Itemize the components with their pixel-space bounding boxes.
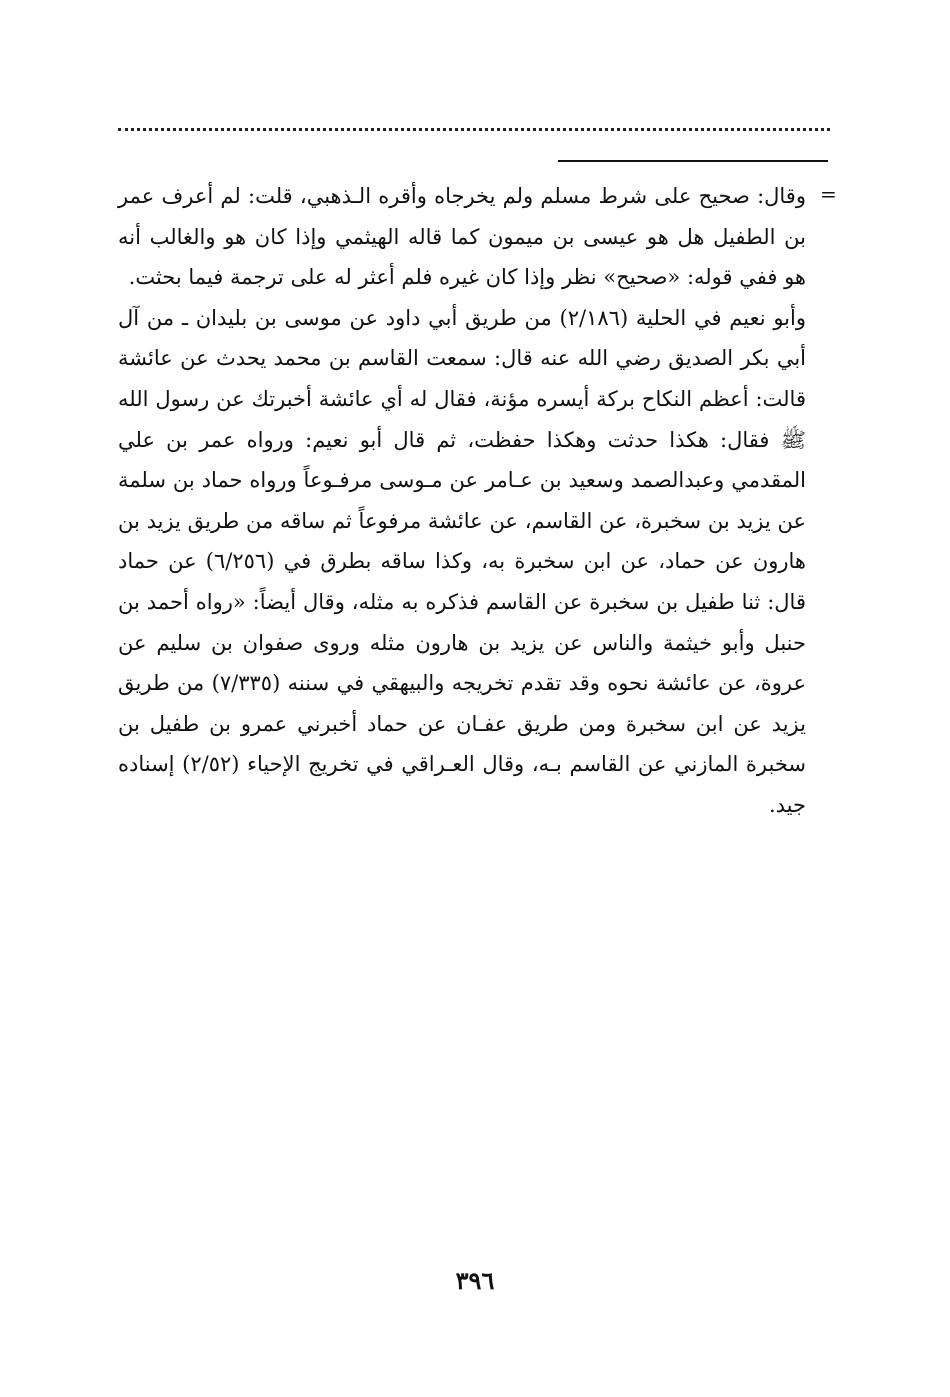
page-number: ٣٩٦	[455, 1266, 495, 1295]
footnote-paragraph-2: وأبو نعيم في الحلية (٢/١٨٦) من طريق أبي داود عن موسى بن بليدان ـ من آل أبي بكر الصديق رضي الله عنه قال: سمعت القاسم بن محمد يحدث عن عائشة قالت: أعظم النكاح بركة أيسره مؤنة، فقال له أي عائشة أخبرتك عن رسول الله ﷺ فقال: هكذا حدثت وهكذا حفظت، ثم قال أبو نعيم: ورواه عمر بن علي المقدمي وعبدالصمد وسعيد بن عـامر عن مـوسى مرفـوعاً ورواه حماد بن سلمة عن يزيد بن سخبرة، عن القاسم، عن عائشة مرفوعاً ثم ساقه من طريق يزيد بن هارون عن حماد، عن ابن سخبرة به، وكذا ساقه بطرق في (٦/٢٥٦) عن حماد قال: ثنا طفيل بن سخبرة عن القاسم فذكره به مثله، وقال أيضاً: «رواه أحمد بن حنبل وأبو خيثمة والناس عن يزيد بن هارون مثله وروى صفوان بن سليم عن عروة، عن عائشة نحوه وقد تقدم تخريجه والبيهقي في سننه (٧/٣٣٥) من طريق يزيد عن ابن سخبرة ومن طريق عفـان عن حماد أخبرني عمرو بن طفيل بن سخبرة المازني عن القاسم بـه، وقال العـراقي في تخريج الإحياء (٢/٥٢) إسناده جيد.	[118, 305, 807, 817]
continuation-mark: =	[820, 182, 837, 206]
footnote-separator	[558, 160, 828, 162]
footnote-paragraph-1: وقال: صحيح على شرط مسلم ولم يخرجاه وأقره الـذهبي، قلت: لم أعرف عمر بن الطفيل هل هو عيسى بن ميمون كما قاله الهيثمي وإذا كان هو والغالب أنه هو ففي قوله: «صحيح» نظر وإذا كان غيره فلم أعثر له على ترجمة فيما بحثت.	[118, 184, 806, 290]
dotted-separator	[118, 128, 830, 131]
footnote-body	[118, 176, 806, 826]
